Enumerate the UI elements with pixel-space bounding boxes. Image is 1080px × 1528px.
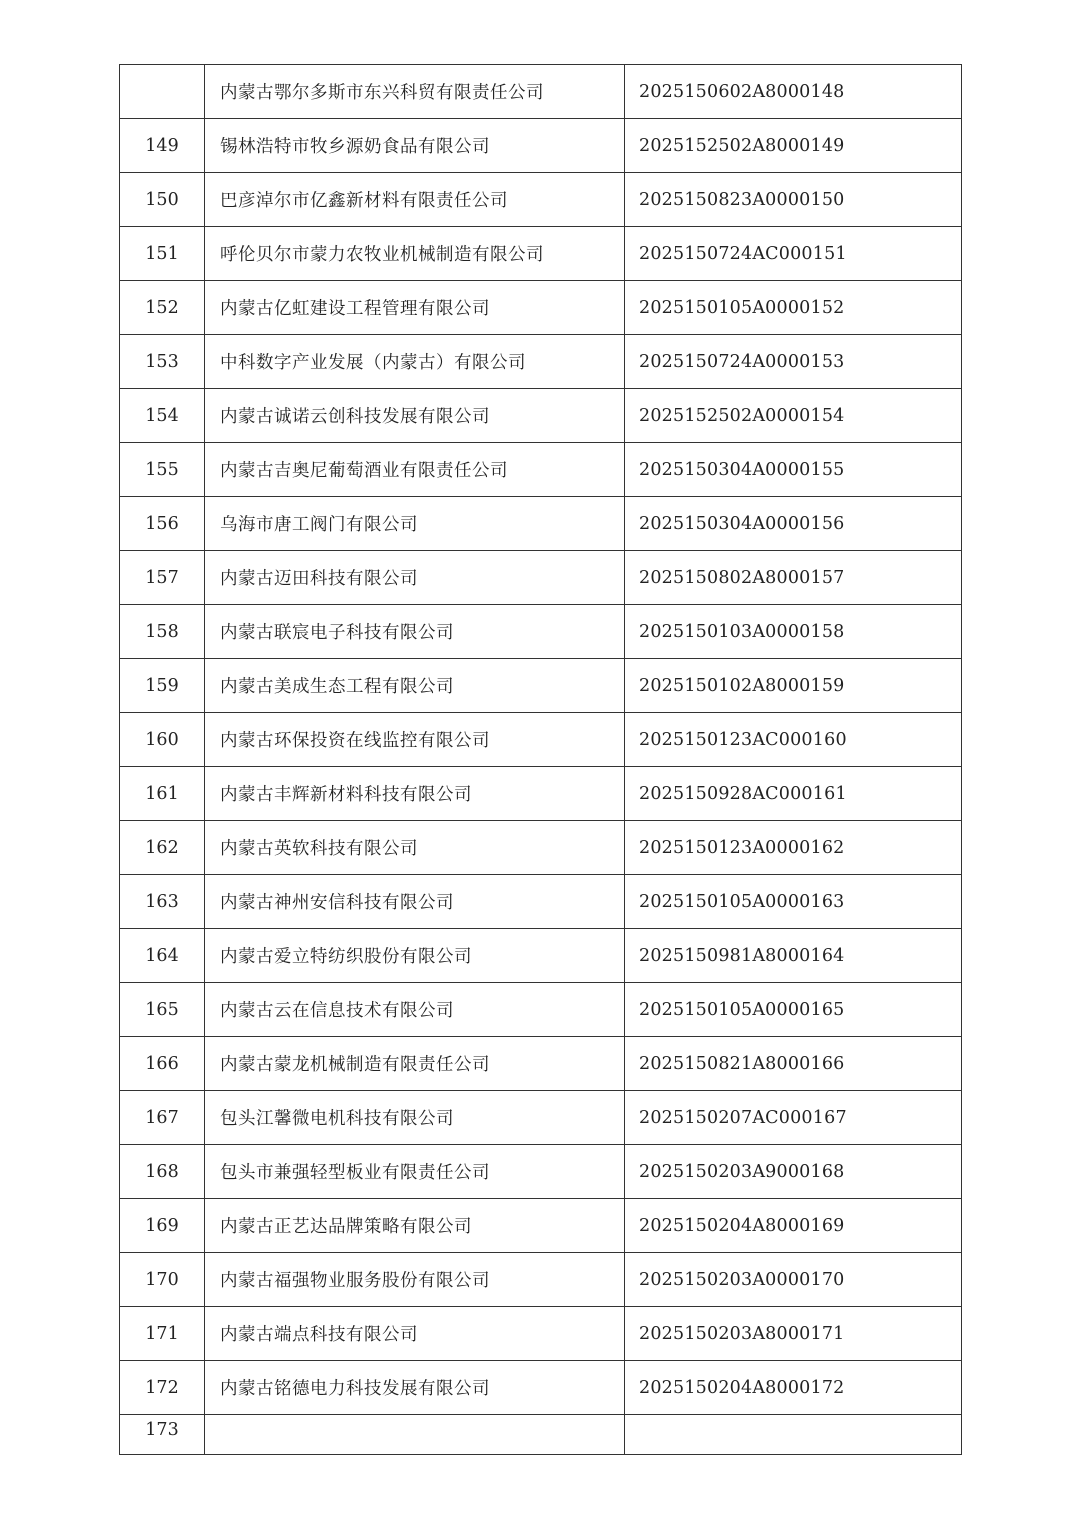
company-name: 内蒙古吉奥尼葡萄酒业有限责任公司 (205, 443, 625, 497)
table-row (120, 1199, 962, 1253)
row-number: 163 (120, 875, 205, 929)
company-name: 内蒙古爱立特纺织股份有限公司 (205, 929, 625, 983)
registration-code: 2025152502A8000149 (625, 119, 962, 173)
company-name: 锡林浩特市牧乡源奶食品有限公司 (205, 119, 625, 173)
company-name: 包头江馨微电机科技有限公司 (205, 1091, 625, 1145)
row-number: 167 (120, 1091, 205, 1145)
table-row (120, 1145, 962, 1199)
registration-code: 2025150928AC000161 (625, 767, 962, 821)
company-name: 内蒙古云在信息技术有限公司 (205, 983, 625, 1037)
company-name: 内蒙古铭德电力科技发展有限公司 (205, 1361, 625, 1415)
table-row (120, 119, 962, 173)
table-row (120, 551, 962, 605)
table-row (120, 659, 962, 713)
table-row (120, 875, 962, 929)
table-row (120, 821, 962, 875)
company-name: 内蒙古端点科技有限公司 (205, 1307, 625, 1361)
row-number: 159 (120, 659, 205, 713)
table-row (120, 281, 962, 335)
row-number: 154 (120, 389, 205, 443)
registration-code (625, 1415, 962, 1455)
registration-code: 2025150103A0000158 (625, 605, 962, 659)
company-name: 巴彦淖尔市亿鑫新材料有限责任公司 (205, 173, 625, 227)
row-number: 168 (120, 1145, 205, 1199)
registration-code: 2025150981A8000164 (625, 929, 962, 983)
company-name: 内蒙古神州安信科技有限公司 (205, 875, 625, 929)
table-row (120, 605, 962, 659)
table-row (120, 1037, 962, 1091)
row-number: 151 (120, 227, 205, 281)
row-number: 173 (120, 1415, 205, 1455)
registration-code: 2025150105A0000163 (625, 875, 962, 929)
company-name: 内蒙古鄂尔多斯市东兴科贸有限责任公司 (205, 65, 625, 119)
registration-code: 2025152502A0000154 (625, 389, 962, 443)
table-row (120, 227, 962, 281)
registration-code: 2025150802A8000157 (625, 551, 962, 605)
registration-code: 2025150304A0000156 (625, 497, 962, 551)
company-name (205, 1415, 625, 1455)
company-name: 中科数字产业发展（内蒙古）有限公司 (205, 335, 625, 389)
company-name: 呼伦贝尔市蒙力农牧业机械制造有限公司 (205, 227, 625, 281)
row-number: 153 (120, 335, 205, 389)
company-name: 内蒙古诚诺云创科技发展有限公司 (205, 389, 625, 443)
row-number: 170 (120, 1253, 205, 1307)
table-row (120, 1307, 962, 1361)
row-number: 166 (120, 1037, 205, 1091)
row-number: 160 (120, 713, 205, 767)
company-name: 内蒙古丰辉新材料科技有限公司 (205, 767, 625, 821)
company-name: 内蒙古蒙龙机械制造有限责任公司 (205, 1037, 625, 1091)
row-number: 149 (120, 119, 205, 173)
company-name: 内蒙古英软科技有限公司 (205, 821, 625, 875)
table-row (120, 1361, 962, 1415)
row-number (120, 65, 205, 119)
row-number: 150 (120, 173, 205, 227)
company-name: 内蒙古亿虹建设工程管理有限公司 (205, 281, 625, 335)
registration-code: 2025150105A0000165 (625, 983, 962, 1037)
registration-code: 2025150105A0000152 (625, 281, 962, 335)
registration-code: 2025150203A0000170 (625, 1253, 962, 1307)
row-number: 157 (120, 551, 205, 605)
row-number: 169 (120, 1199, 205, 1253)
row-number: 164 (120, 929, 205, 983)
row-number: 172 (120, 1361, 205, 1415)
table-row (120, 713, 962, 767)
table-row (120, 389, 962, 443)
company-name: 内蒙古美成生态工程有限公司 (205, 659, 625, 713)
company-name: 包头市兼强轻型板业有限责任公司 (205, 1145, 625, 1199)
table-row (120, 65, 962, 119)
table-row (120, 497, 962, 551)
row-number: 171 (120, 1307, 205, 1361)
company-name: 内蒙古福强物业服务股份有限公司 (205, 1253, 625, 1307)
table-row (120, 443, 962, 497)
registration-code: 2025150123AC000160 (625, 713, 962, 767)
table-row (120, 929, 962, 983)
enterprise-registry-table (119, 64, 962, 1455)
registration-code: 2025150207AC000167 (625, 1091, 962, 1145)
registration-code: 2025150123A0000162 (625, 821, 962, 875)
registration-code: 2025150204A8000169 (625, 1199, 962, 1253)
registration-code: 2025150821A8000166 (625, 1037, 962, 1091)
company-name: 内蒙古迈田科技有限公司 (205, 551, 625, 605)
row-number: 155 (120, 443, 205, 497)
row-number: 156 (120, 497, 205, 551)
table-row (120, 1091, 962, 1145)
registration-code: 2025150204A8000172 (625, 1361, 962, 1415)
registration-code: 2025150203A9000168 (625, 1145, 962, 1199)
company-name: 内蒙古环保投资在线监控有限公司 (205, 713, 625, 767)
registration-code: 2025150304A0000155 (625, 443, 962, 497)
table-row (120, 1415, 962, 1455)
row-number: 158 (120, 605, 205, 659)
table-row (120, 173, 962, 227)
registration-code: 2025150724AC000151 (625, 227, 962, 281)
registration-code: 2025150203A8000171 (625, 1307, 962, 1361)
table-row (120, 983, 962, 1037)
row-number: 165 (120, 983, 205, 1037)
row-number: 161 (120, 767, 205, 821)
company-name: 内蒙古联宸电子科技有限公司 (205, 605, 625, 659)
table-row (120, 767, 962, 821)
registration-code: 2025150102A8000159 (625, 659, 962, 713)
row-number: 162 (120, 821, 205, 875)
registration-code: 2025150724A0000153 (625, 335, 962, 389)
table-row (120, 1253, 962, 1307)
company-name: 乌海市唐工阀门有限公司 (205, 497, 625, 551)
company-name: 内蒙古正艺达品牌策略有限公司 (205, 1199, 625, 1253)
registration-code: 2025150823A0000150 (625, 173, 962, 227)
table-row (120, 335, 962, 389)
registration-code: 2025150602A8000148 (625, 65, 962, 119)
row-number: 152 (120, 281, 205, 335)
